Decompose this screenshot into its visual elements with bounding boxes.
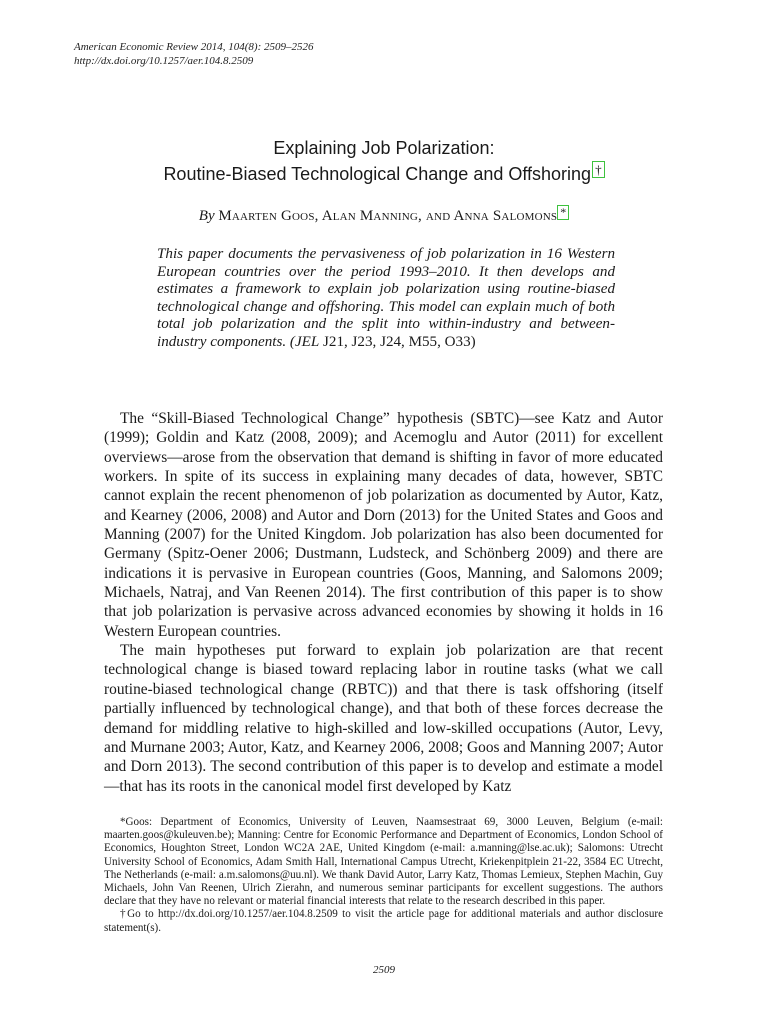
body-text (104, 409, 663, 796)
title-line-1: Explaining Job Polarization: (273, 138, 495, 158)
body-paragraph-1: The “Skill-Biased Technological Change” hypothesis (SBTC)—see Katz and Autor (1999); Goldin and Katz (2008, 2009); and Acemoglu and Autor (2011) for excellent overviews—arose from the observation that demand is shifting in favor of more educated workers. In spite of its success in explaining many decades of data, however, SBTC cannot explain the recent phenomenon of job polarization as documented by Autor, Katz, and Kearney (2006, 2008) and Autor and Dorn (2013) for the United States and Goos and Manning (2007) for the United Kingdom. Job polarization has also been documented for Germany (Spitz-Oener 2006; Dustmann, Ludsteck, and Schönberg 2009) and there are indications it is pervasive in European countries (Goos, Manning, and Salomons 2009; Michaels, Natraj, and Van Reenen 2014). The first contribution of this paper is to show that job polarization is pervasive across advanced economies by showing it holds in 16 Western European countries. (104, 410, 663, 640)
author-footnote-link[interactable]: * (557, 205, 569, 220)
page-number: 2509 (373, 964, 395, 976)
doi-link[interactable]: http://dx.doi.org/10.1257/aer.104.8.2509 (74, 55, 254, 67)
author-names: Maarten Goos, Alan Manning, and Anna Salomons (218, 208, 558, 224)
jel-codes: J21, J23, J24, M55, O33) (319, 333, 476, 350)
byline-by: By (198, 208, 215, 224)
author-byline (0, 205, 768, 226)
jel-label: JEL (294, 333, 320, 350)
body-paragraph-2: The main hypotheses put forward to explain job polarization are that recent technological change is biased toward replacing labor in routine tasks (what we call routine-biased technological change (RBTC)) and that there is task offshoring (itself partially influenced by technological change), and that both of these forces decrease the demand for middling relative to high-skilled and low-skilled occupations (Autor, Levy, and Murnane 2003; Autor, Katz, and Kearney 2006, 2008; Goos and Manning 2007; Autor and Dorn 2013). The second contribution of this paper is to develop and estimate a model—that has its roots in the canonical model first developed by Katz (104, 642, 663, 795)
title-line-2-text: Routine-Biased Technological Change and Offshoring (163, 164, 592, 184)
footnotes (104, 816, 663, 935)
footnote-authors: *Goos: Department of Economics, University of Leuven, Naamsestraat 69, 3000 Leuven, Belgium (e-mail: maarten.goos@kuleuven.be); Manning: Centre for Economic Performance and Department of Economics, London School of Economics, Houghton Street, London WC2A 2AE, United Kingdom (e-mail: a.manning@lse.ac.uk); Salomons: Utrecht University School of Economics, Adam Smith Hall, International Campus Utrecht, Kriekenpitplein 21-22, 3584 EC Utrecht, The Netherlands (e-mail: a.m.salomons@uu.nl). We thank David Autor, Larry Katz, Thomas Lemieux, Stephen Machin, Guy Michaels, John Van Reenen, Ulrich Zierahn, and numerous seminar participants for excellent suggestions. The authors declare that they have no relevant or material financial interests that relate to the research described in this paper. (104, 816, 663, 908)
journal-citation: American Economic Review 2014, 104(8): 2509–2526 (74, 41, 314, 53)
journal-header (74, 40, 314, 68)
abstract-text: This paper documents the pervasiveness of job polarization in 16 Western European countries over the period 1993–2010. It then develops and estimates a framework to explain job polarization using routine-biased technological change and offshoring. This model can explain much of both total job polarization and the split into within-industry and between-industry components. ( (157, 246, 615, 350)
footnote-dagger: †Go to http://dx.doi.org/10.1257/aer.104.8.2509 to visit the article page for additional materials and author disclosure statement(s). (104, 908, 663, 934)
paper-title (0, 136, 768, 187)
abstract (157, 246, 615, 352)
title-line-2 (0, 161, 768, 187)
title-footnote-link[interactable]: † (592, 161, 605, 178)
